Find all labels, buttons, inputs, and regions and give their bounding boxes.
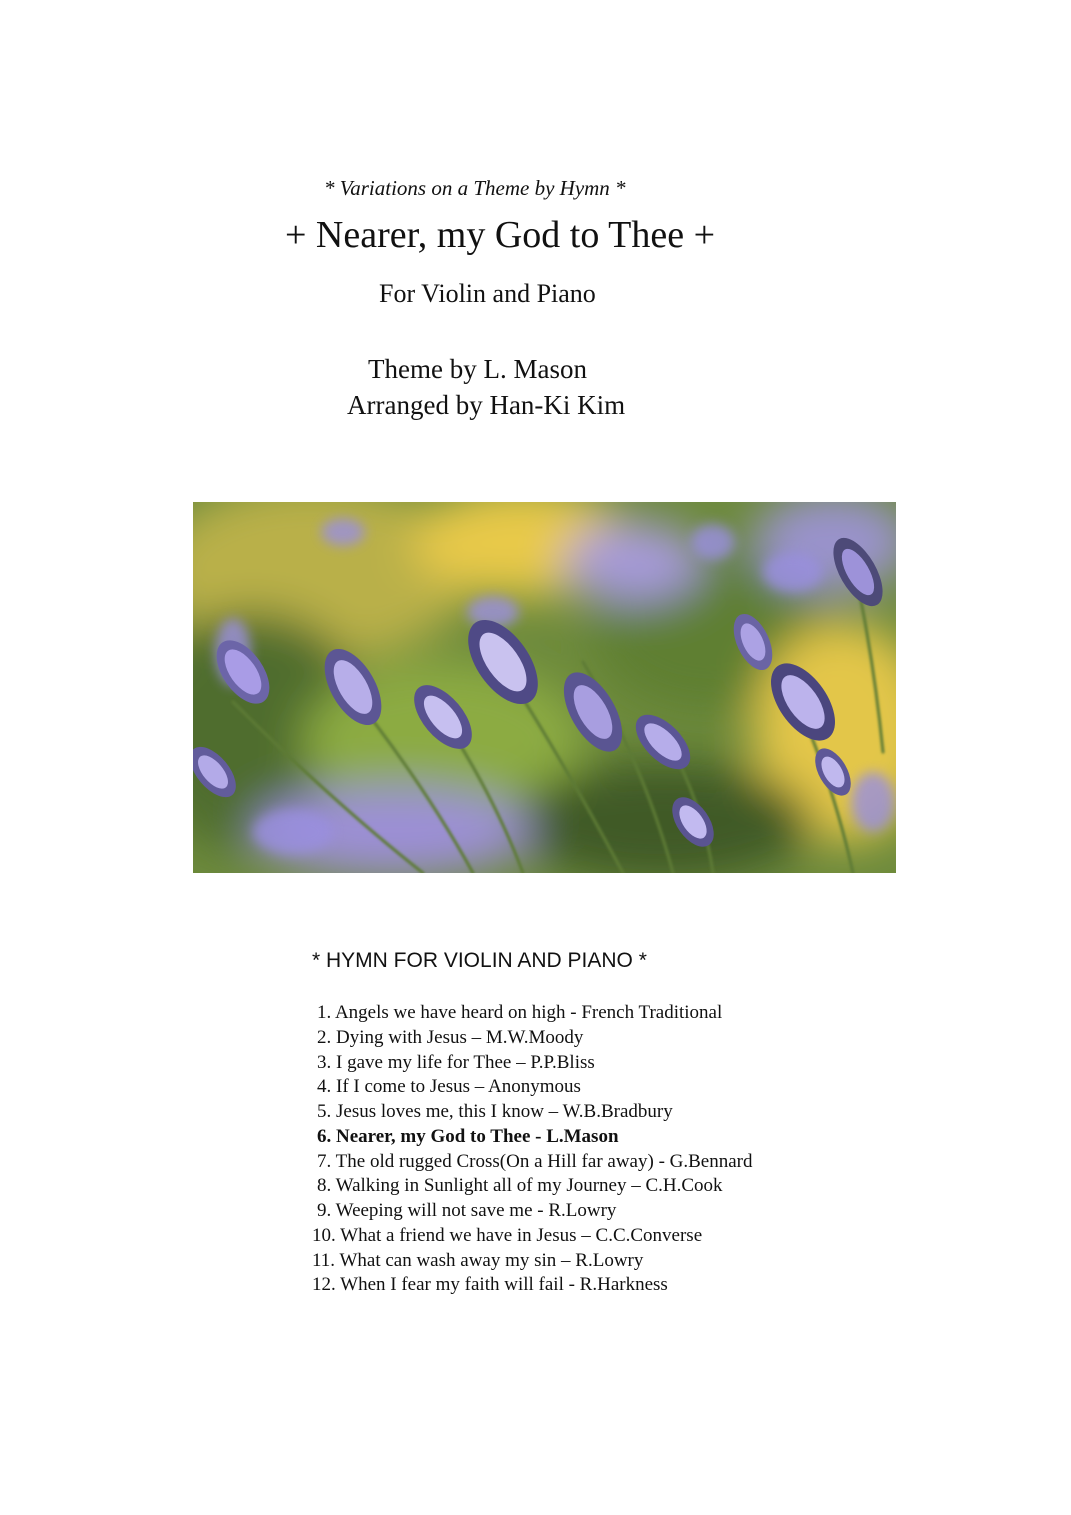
arranger-credit: Arranged by Han-Ki Kim [347,390,626,420]
hymn-list [312,1001,752,1298]
series-heading: * HYMN FOR VIOLIN AND PIANO * [312,949,647,972]
list-item: 7. The old rugged Cross(On a Hill far away) - G.Bennard [317,1150,753,1172]
lavender-flowers-photo [193,502,896,873]
theme-credit: Theme by L. Mason [368,354,587,384]
list-item: 12. When I fear my faith will fail - R.Harkness [312,1274,668,1296]
list-item: 1. Angels we have heard on high - French Traditional [317,1002,723,1023]
list-item: 9. Weeping will not save me - R.Lowry [317,1200,617,1221]
instrumentation: For Violin and Piano [379,279,596,308]
cover-subtitle: * Variations on a Theme by Hymn * [324,176,626,200]
list-item: 4. If I come to Jesus – Anonymous [317,1076,581,1098]
list-item: 11. What can wash away my sin – R.Lowry [312,1249,644,1271]
list-item: 3. I gave my life for Thee – P.P.Bliss [317,1051,595,1073]
list-item: 2. Dying with Jesus – M.W.Moody [317,1026,584,1048]
list-item-current: 6. Nearer, my God to Thee - L.Mason [317,1125,619,1147]
list-item: 5. Jesus loves me, this I know – W.B.Bradbury [317,1101,673,1122]
list-item: 10. What a friend we have in Jesus – C.C.Converse [312,1224,703,1246]
page-title: + Nearer, my God to Thee + [285,214,716,256]
list-item: 8. Walking in Sunlight all of my Journey – C.H.Cook [317,1175,723,1197]
